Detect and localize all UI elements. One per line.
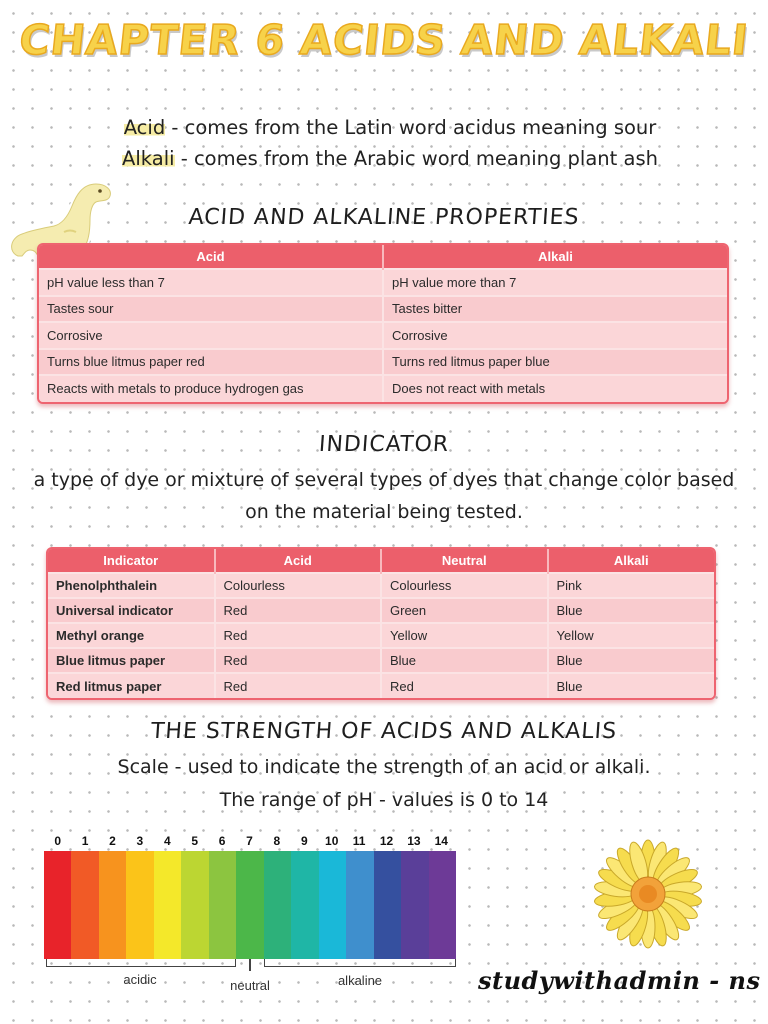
ph-label: 8 — [273, 834, 281, 848]
daisy-flower-icon — [590, 836, 706, 952]
alkali-text: - comes from the Arabic word meaning plant ash — [174, 147, 658, 170]
indicator-heading: INDICATOR — [318, 432, 450, 457]
ph-label: 13 — [407, 834, 421, 848]
ph-segment — [401, 851, 428, 959]
ph-label: 5 — [191, 834, 199, 848]
table-cell: Colourless — [381, 573, 548, 598]
neutral-tick — [249, 959, 251, 971]
table-row — [39, 269, 727, 296]
table-row — [48, 673, 714, 698]
ph-segment — [71, 851, 98, 959]
table-row — [39, 375, 727, 402]
table-cell: Blue litmus paper — [48, 648, 215, 673]
table-cell: Turns red litmus paper blue — [383, 349, 727, 376]
table-cell: Blue — [381, 648, 548, 673]
table-cell: Phenolphthalein — [48, 573, 215, 598]
table-cell: Corrosive — [39, 322, 383, 349]
alkali-definition — [40, 143, 740, 174]
alkali-term: Alkali — [122, 147, 175, 170]
table-cell: Blue — [548, 673, 715, 698]
definitions — [40, 112, 740, 174]
table-cell: Tastes bitter — [383, 296, 727, 323]
acid-text: - comes from the Latin word acidus meaning sour — [165, 116, 657, 139]
ph-segment — [154, 851, 181, 959]
ph-segment — [291, 851, 318, 959]
acid-definition — [40, 112, 740, 143]
ph-segment — [99, 851, 126, 959]
ph-segment — [319, 851, 346, 959]
ph-segment — [209, 851, 236, 959]
ph-label: 4 — [163, 834, 171, 848]
header-acid: Acid — [39, 245, 383, 269]
ph-label: 3 — [136, 834, 144, 848]
table-row — [48, 573, 714, 598]
strength-line-1: Scale - used to indicate the strength of an acid or alkali. — [117, 756, 651, 778]
table-cell: Yellow — [548, 623, 715, 648]
ph-label: 7 — [246, 834, 253, 848]
table-cell: Yellow — [381, 623, 548, 648]
ph-segment — [264, 851, 291, 959]
table-cell: Reacts with metals to produce hydrogen gas — [39, 375, 383, 402]
table-cell: Green — [381, 598, 548, 623]
table-cell: pH value more than 7 — [383, 269, 727, 296]
ph-label: 11 — [352, 834, 366, 848]
table-cell: Blue — [548, 598, 715, 623]
indicator-description: a type of dye or mixture of several types of dyes that change color based on the material being tested. — [33, 469, 735, 523]
properties-heading: ACID AND ALKALINE PROPERTIES — [187, 205, 581, 230]
header-neutral: Neutral — [381, 549, 548, 573]
ph-segment — [126, 851, 153, 959]
table-cell: Turns blue litmus paper red — [39, 349, 383, 376]
ph-segment — [44, 851, 71, 959]
header-alkali: Alkali — [548, 549, 715, 573]
signature: studywithadmin - ns — [478, 966, 761, 995]
ph-label: 14 — [434, 834, 448, 848]
table-cell: Methyl orange — [48, 623, 215, 648]
ph-label: 1 — [81, 834, 89, 848]
table-row — [48, 648, 714, 673]
ph-segment — [374, 851, 401, 959]
ph-label: 2 — [109, 834, 116, 848]
acidic-label: acidic — [123, 972, 157, 987]
table-cell: Pink — [548, 573, 715, 598]
strength-line-2: The range of pH - values is 0 to 14 — [219, 789, 549, 811]
table-cell: Tastes sour — [39, 296, 383, 323]
header-indicator: Indicator — [48, 549, 215, 573]
table-cell: Colourless — [215, 573, 382, 598]
table-cell: Red — [215, 648, 382, 673]
alkaline-label: alkaline — [337, 973, 383, 988]
table-cell: Red — [215, 623, 382, 648]
alkaline-bracket — [264, 959, 456, 967]
ph-segment — [181, 851, 208, 959]
ph-segment — [346, 851, 373, 959]
table-cell: Corrosive — [383, 322, 727, 349]
header-alkali: Alkali — [383, 245, 727, 269]
table-row — [39, 296, 727, 323]
acid-term: Acid — [123, 116, 166, 139]
table-cell: Red — [381, 673, 548, 698]
strength-heading: THE STRENGTH OF ACIDS AND ALKALIS — [150, 719, 618, 744]
page-title: CHAPTER 6 ACIDS AND ALKALI — [17, 16, 751, 64]
ph-segment — [236, 851, 263, 959]
table-cell: Red litmus paper — [48, 673, 215, 698]
table-cell: Red — [215, 673, 382, 698]
ph-label: 12 — [379, 834, 394, 848]
table-cell: pH value less than 7 — [39, 269, 383, 296]
table-cell: Universal indicator — [48, 598, 215, 623]
ph-label: 0 — [54, 834, 62, 848]
ph-segment — [429, 851, 456, 959]
ph-label: 9 — [300, 834, 308, 848]
header-acid: Acid — [215, 549, 382, 573]
table-cell: Blue — [548, 648, 715, 673]
table-row — [39, 322, 727, 349]
properties-table — [37, 243, 729, 404]
table-row — [39, 349, 727, 376]
ph-color-bar — [44, 851, 456, 959]
indicator-table — [46, 547, 716, 700]
acidic-bracket — [46, 959, 236, 967]
neutral-label: neutral — [230, 978, 270, 993]
ph-label: 10 — [325, 834, 339, 848]
table-cell: Red — [215, 598, 382, 623]
table-cell: Does not react with metals — [383, 375, 727, 402]
table-row — [48, 598, 714, 623]
table-row — [48, 623, 714, 648]
ph-label: 6 — [218, 834, 226, 848]
